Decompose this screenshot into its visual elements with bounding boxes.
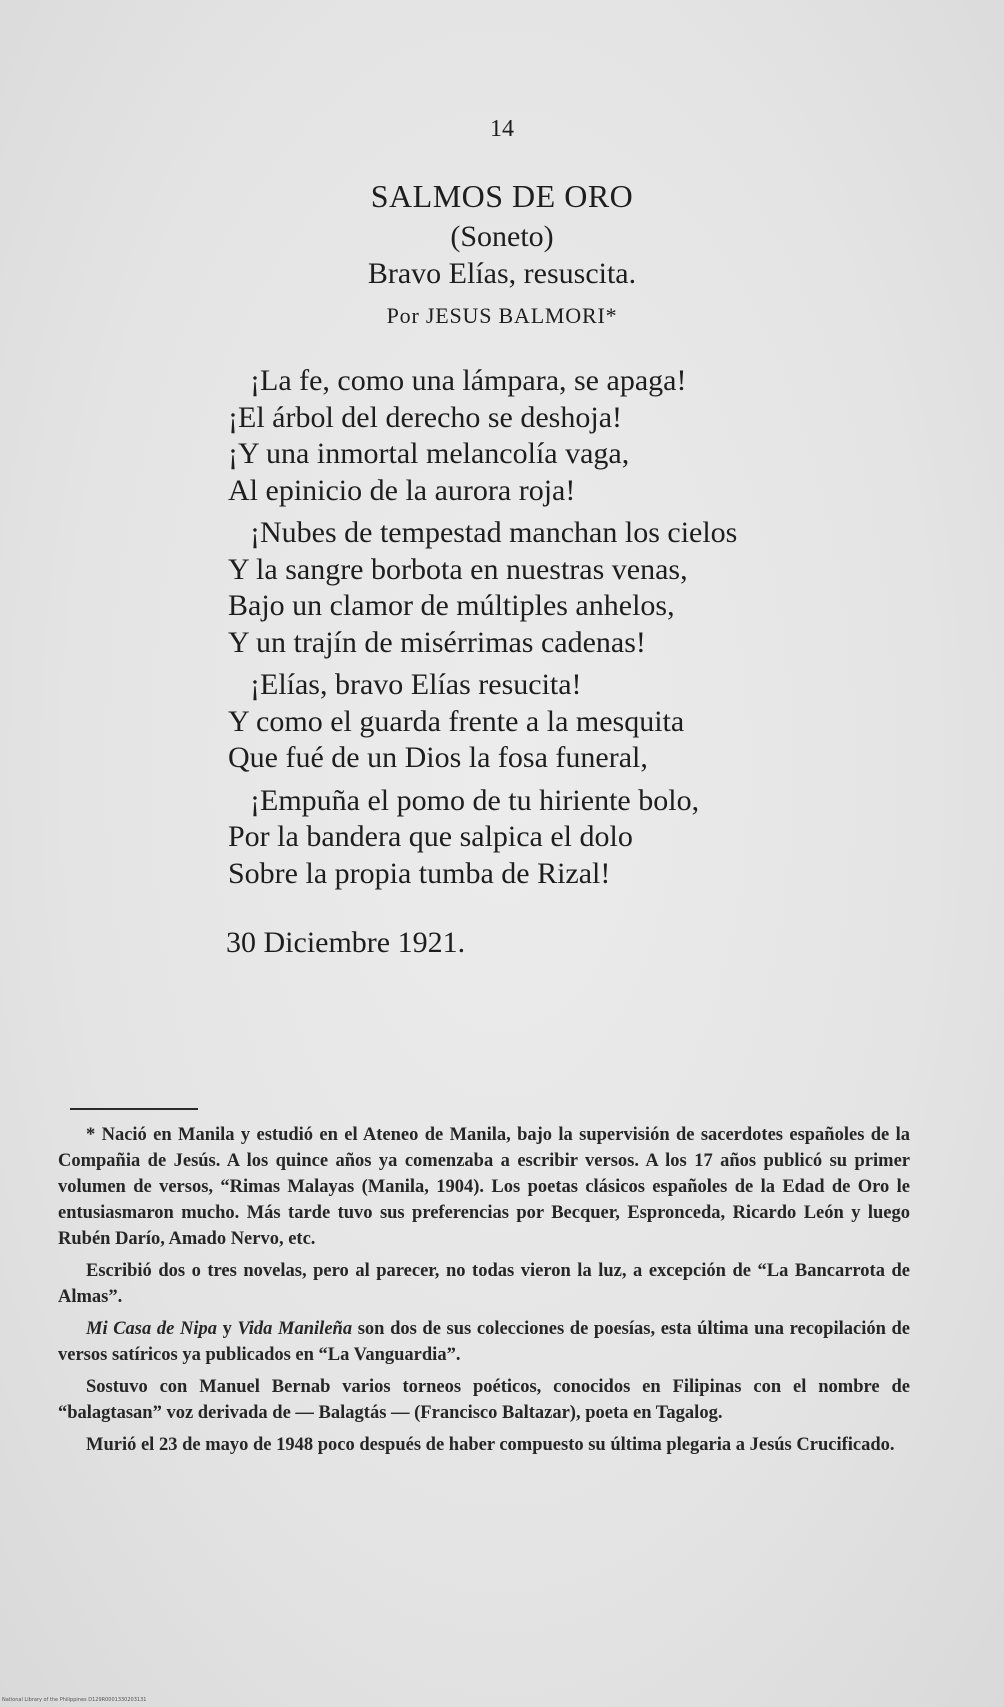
poem-title: SALMOS DE ORO [370,178,634,214]
poem-line: Y la sangre borbota en nuestras venas, [228,552,688,586]
book-title: Vida Manileña [237,1319,353,1339]
stanza-3 [228,667,888,777]
poem-date: 30 Diciembre 1921. [226,926,466,959]
footnote-paragraph: Sostuvo con Manuel Bernab varios torneos poéticos, conocidos en Filipinas con el nombre de “balagtasan” voz derivada de — Balagtás — (Francisco Baltazar), poeta en Tagalog. [58,1377,910,1423]
footnotes [58,1122,910,1464]
footnote-divider [70,1108,198,1110]
poem-line: ¡Empuña el pomo de tu hiriente bolo, [250,783,700,817]
poem-line: Que fué de un Dios la fosa funeral, [228,741,648,774]
poem-line: Y un trajín de misérrimas cadenas! [228,625,646,659]
poem-line: ¡Elías, bravo Elías resucita! [250,668,582,701]
stanza-4 [228,783,888,893]
poem-author: Por JESUS BALMORI* [386,303,618,328]
footnote-paragraph: Escribió dos o tres novelas, pero al parecer, no todas vieron la luz, a excepción de “La Bancarrota de Almas”. [58,1261,910,1307]
poem-line: ¡La fe, como una lámpara, se apaga! [250,364,687,397]
poem-line: Sobre la propia tumba de Rizal! [228,856,611,890]
poem-subtitle: (Soneto) [450,220,554,253]
poem-line: Y como el guarda frente a la mesquita [228,704,685,738]
book-title: Mi Casa de Nipa [86,1319,217,1339]
page-number: 14 [490,116,514,142]
poem-dedication: Bravo Elías, resuscita. [367,257,637,290]
stanza-1 [228,363,888,509]
poem-line: ¡Y una inmortal melancolía vaga, [228,437,630,470]
footnote-paragraph: Murió el 23 de mayo de 1948 poco después de haber compuesto su última plegaria a Jesús Crucificado. [86,1435,895,1455]
conjunction: y [222,1319,232,1339]
poem-line: Bajo un clamor de múltiples anhelos, [228,589,675,622]
poem-line: Al epinicio de la aurora roja! [228,473,576,507]
poem-line: ¡El árbol del derecho se deshoja! [228,400,622,434]
footnote-text: son dos de sus colecciones de poesías, esta última una recopilación de versos satíricos ya publicados en “La Vanguardia”. [58,1319,911,1365]
poem-line: ¡Nubes de tempestad manchan los cielos [250,516,738,549]
poem-body [228,363,888,898]
library-watermark: National Library of the Philippines D129R0001330203131 [2,1697,147,1703]
stanza-2 [228,515,888,661]
footnote-paragraph: * Nació en Manila y estudió en el Ateneo de Manila, bajo la supervisión de sacerdotes españoles de la Compañia de Jesús. A los quince años ya comenzaba a escribir versos. A los 17 años publicó su primer volumen de versos, “Rimas Malayas (Manila, 1904). Los poetas clásicos españoles de la Edad de Oro le entusiasmaron mucho. Más tarde tuvo sus preferencias por Becquer, Espronceda, Ricardo León y luego Rubén Darío, Amado Nervo, etc. [58,1125,910,1249]
footnote-paragraph [58,1316,910,1368]
poem-line: Por la bandera que salpica el dolo [228,820,633,853]
